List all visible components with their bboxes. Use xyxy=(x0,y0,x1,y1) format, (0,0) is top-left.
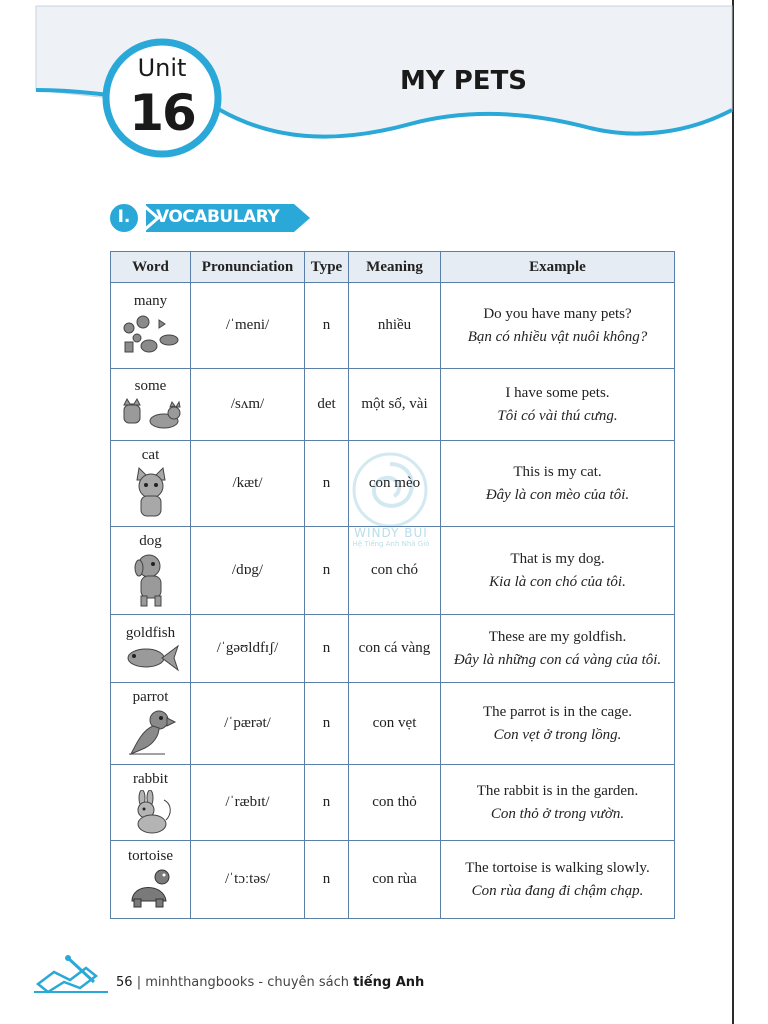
word-cell xyxy=(111,841,191,919)
word-cell xyxy=(111,527,191,615)
example-english: Do you have many pets? xyxy=(483,305,632,322)
table-row xyxy=(111,615,675,683)
word-cell xyxy=(111,441,191,527)
word-cell xyxy=(111,615,191,683)
example-english: The tortoise is walking slowly. xyxy=(465,859,650,876)
table-row xyxy=(111,527,675,615)
pronunciation: /ˈmeni/ xyxy=(191,283,305,369)
example-vietnamese: Bạn có nhiều vật nuôi không? xyxy=(467,328,648,345)
header-type: Type xyxy=(305,252,349,283)
table-row xyxy=(111,369,675,441)
meaning: con mèo xyxy=(349,441,441,527)
example-english: That is my dog. xyxy=(510,550,605,567)
word: many xyxy=(133,293,168,309)
vocabulary-table xyxy=(110,251,675,919)
pronunciation: /ˈpærət/ xyxy=(191,683,305,765)
example-english: The parrot is in the cage. xyxy=(482,703,633,720)
meaning: con thỏ xyxy=(349,765,441,841)
example-cell xyxy=(441,527,675,615)
publisher-tagline-emphasis: tiếng Anh xyxy=(353,975,425,990)
many-pets-icon xyxy=(119,312,183,358)
word-type: n xyxy=(305,615,349,683)
word: goldfish xyxy=(125,625,176,641)
word-cell xyxy=(111,765,191,841)
table-row xyxy=(111,841,675,919)
meaning: con rùa xyxy=(349,841,441,919)
header-meaning: Meaning xyxy=(349,252,441,283)
word: some xyxy=(134,378,167,394)
pronunciation: /ˈtɔːtəs/ xyxy=(191,841,305,919)
example-vietnamese: Tôi có vài thú cưng. xyxy=(497,407,618,424)
parrot-icon xyxy=(125,708,177,758)
example-english: The rabbit is in the garden. xyxy=(476,782,639,799)
cats-icon xyxy=(118,397,184,431)
unit-number: 16 xyxy=(129,84,195,142)
watermark-name: WINDY BUI xyxy=(354,526,428,540)
word: tortoise xyxy=(128,848,173,864)
unit-label: Unit xyxy=(137,54,187,82)
word-type: n xyxy=(305,765,349,841)
example-english: These are my goldfish. xyxy=(488,628,627,645)
dog-icon xyxy=(131,552,171,608)
pronunciation: /ˈgəʊldfɪʃ/ xyxy=(191,615,305,683)
example-cell xyxy=(441,615,675,683)
word-cell xyxy=(111,369,191,441)
page-number: 56 xyxy=(116,975,133,990)
word: dog xyxy=(139,533,162,549)
word-type: n xyxy=(305,683,349,765)
example-cell xyxy=(441,841,675,919)
footer-separator: | xyxy=(136,975,142,990)
header-example: Example xyxy=(441,252,675,283)
pronunciation: /kæt/ xyxy=(191,441,305,527)
section-heading: VOCABULARY xyxy=(156,207,280,227)
example-cell xyxy=(441,765,675,841)
tortoise-icon xyxy=(128,867,174,911)
table-row xyxy=(111,765,675,841)
meaning: một số, vài xyxy=(349,369,441,441)
word: parrot xyxy=(132,689,169,705)
word: cat xyxy=(141,447,160,463)
word-type: n xyxy=(305,441,349,527)
table-row xyxy=(111,441,675,527)
table-row xyxy=(111,683,675,765)
goldfish-icon xyxy=(122,644,180,672)
word-type: n xyxy=(305,283,349,369)
table-header-row xyxy=(111,252,675,283)
example-cell xyxy=(441,283,675,369)
example-vietnamese: Con vẹt ở trong lồng. xyxy=(493,726,622,743)
word-type: n xyxy=(305,841,349,919)
header-banner xyxy=(0,0,768,200)
meaning: con chó xyxy=(349,527,441,615)
pronunciation: /sʌm/ xyxy=(191,369,305,441)
example-vietnamese: Đây là con mèo của tôi. xyxy=(485,486,630,503)
watermark-tagline: Hệ Tiếng Anh Nhà Gió xyxy=(352,540,430,548)
example-vietnamese: Kia là con chó của tôi. xyxy=(489,573,626,590)
example-english: I have some pets. xyxy=(505,384,610,401)
header-word: Word xyxy=(111,252,191,283)
pronunciation: /dɒg/ xyxy=(191,527,305,615)
word-cell xyxy=(111,683,191,765)
word-type: det xyxy=(305,369,349,441)
footer-rule xyxy=(34,991,108,993)
meaning: nhiều xyxy=(349,283,441,369)
meaning: con vẹt xyxy=(349,683,441,765)
example-vietnamese: Đây là những con cá vàng của tôi. xyxy=(453,651,662,668)
book-pen-icon xyxy=(34,954,104,994)
example-vietnamese: Con rùa đang đi chậm chạp. xyxy=(471,882,644,899)
rabbit-icon xyxy=(126,790,176,834)
word: rabbit xyxy=(133,771,168,787)
example-vietnamese: Con thỏ ở trong vườn. xyxy=(490,805,625,822)
meaning: con cá vàng xyxy=(349,615,441,683)
pronunciation: /ˈræbɪt/ xyxy=(191,765,305,841)
example-cell xyxy=(441,683,675,765)
publisher-tagline: - chuyên sách xyxy=(254,975,354,990)
page-title: MY PETS xyxy=(400,66,528,96)
footer xyxy=(116,975,424,990)
example-english: This is my cat. xyxy=(513,463,602,480)
section-number: I. xyxy=(117,207,131,227)
word-type: n xyxy=(305,527,349,615)
header-pronunciation: Pronunciation xyxy=(191,252,305,283)
example-cell xyxy=(441,441,675,527)
publisher-name: minhthangbooks xyxy=(145,975,255,990)
cat-icon xyxy=(129,466,173,520)
word-cell xyxy=(111,283,191,369)
table-row xyxy=(111,283,675,369)
example-cell xyxy=(441,369,675,441)
